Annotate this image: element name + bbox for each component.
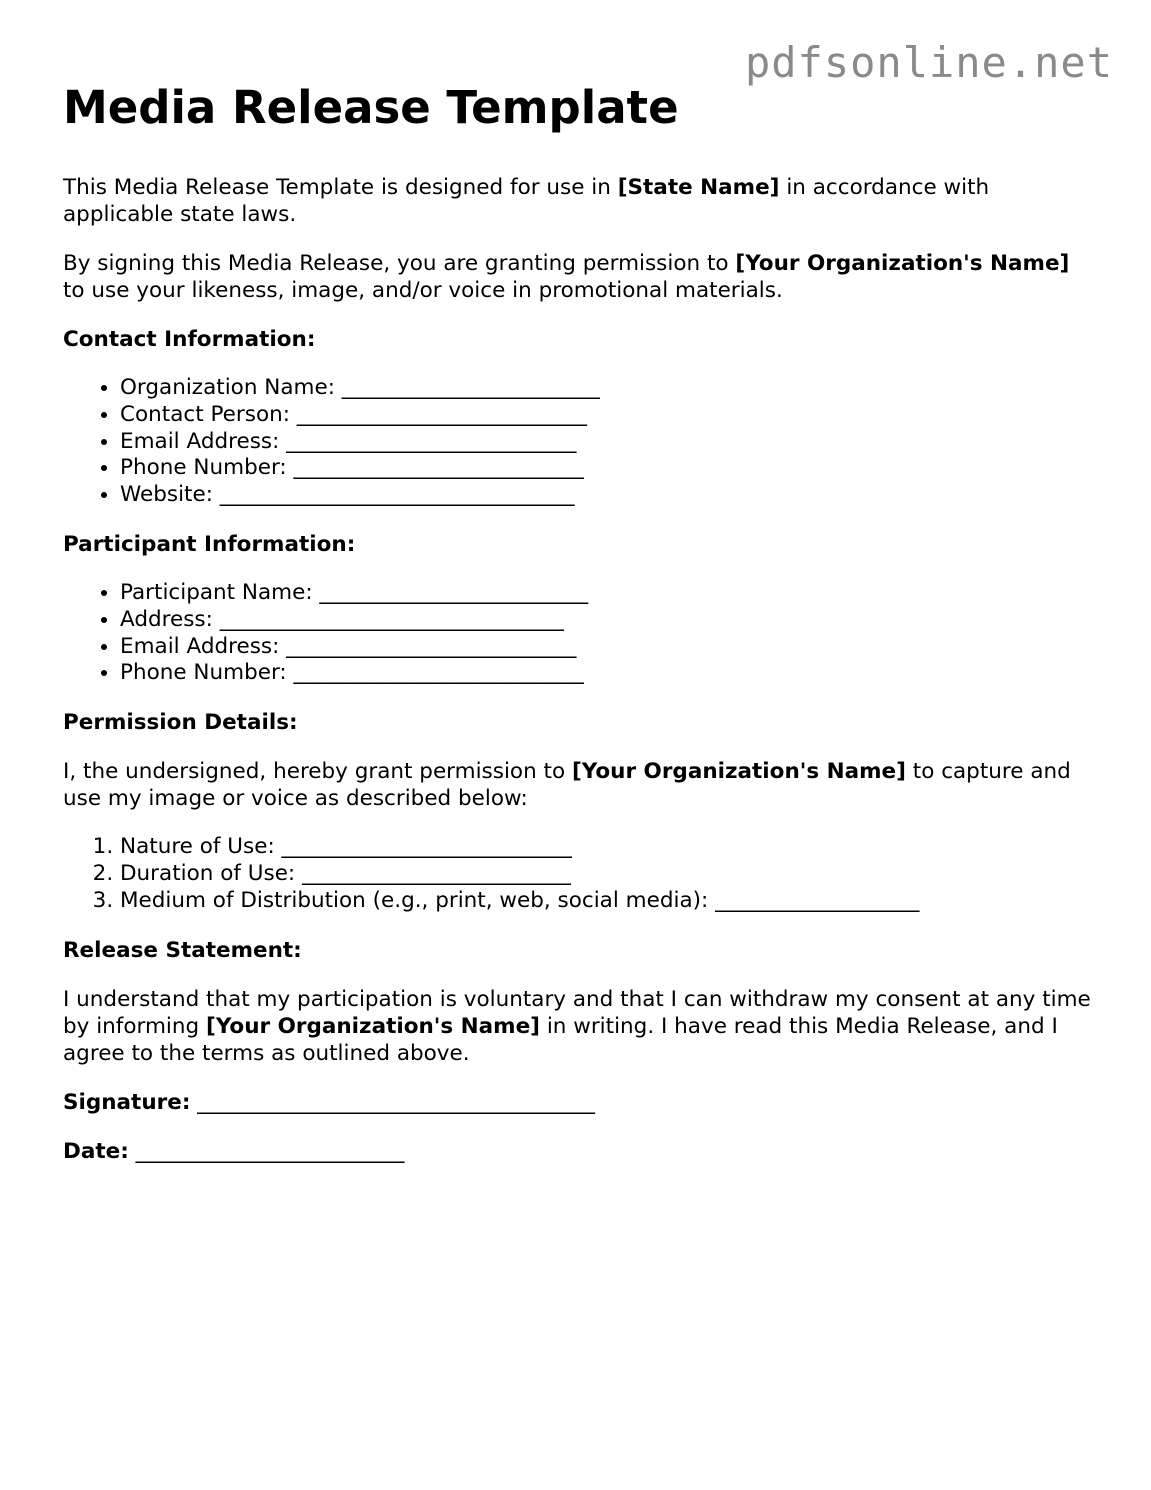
intro-text: By signing this Media Release, you are granting permission to <box>63 251 736 276</box>
intro-text: This Media Release Template is designed for use in <box>63 175 618 200</box>
signature-label: Signature: <box>63 1089 191 1115</box>
participant-list <box>63 580 1093 687</box>
participant-name-field[interactable]: • Participant Name: _________________________ <box>120 580 1093 607</box>
permission-heading: Permission Details: <box>63 710 298 736</box>
permission-paragraph <box>63 758 1093 812</box>
release-text: I understand that my participation is voluntary and that I can withdraw my consent at any time by informing <box>63 986 1091 1039</box>
duration-of-use-field[interactable]: 2. Duration of Use: _________________________ <box>120 861 1093 888</box>
date-field[interactable] <box>63 1138 1093 1165</box>
medium-of-distribution-field[interactable]: 3. Medium of Distribution (e.g., print, web, social media): ___________________ <box>120 888 1093 915</box>
state-name-placeholder: [State Name] <box>617 175 780 200</box>
permission-text: to capture and use my image or voice as described below: <box>63 759 1071 812</box>
watermark: pdfsonline.net <box>744 38 1113 87</box>
contact-email-field[interactable]: • Email Address: ___________________________ <box>120 429 1093 456</box>
participant-phone-field[interactable]: • Phone Number: ___________________________ <box>120 660 1093 687</box>
organization-name-placeholder: [Your Organization's Name] <box>735 251 1070 276</box>
document-page <box>63 78 1093 1187</box>
document-title: Media Release Template <box>63 81 679 134</box>
release-text: in writing. I have read this Media Release, and I agree to the terms as outlined above. <box>63 1013 1058 1066</box>
participant-email-field[interactable]: • Email Address: ___________________________ <box>120 634 1093 661</box>
permission-list <box>63 834 1093 914</box>
contact-list <box>63 375 1093 509</box>
signature-blank[interactable]: _____________________________________ <box>190 1089 596 1115</box>
date-blank[interactable]: _________________________ <box>128 1138 405 1164</box>
contact-heading: Contact Information: <box>63 327 316 352</box>
nature-of-use-field[interactable]: 1. Nature of Use: ___________________________ <box>120 834 1093 861</box>
participant-address-field[interactable]: • Address: ________________________________ <box>120 607 1093 634</box>
intro-text: in accordance with applicable state laws. <box>63 175 990 227</box>
contact-organization-name-field[interactable]: • Organization Name: ________________________ <box>120 375 1093 402</box>
signature-field[interactable] <box>63 1089 1093 1116</box>
contact-website-field[interactable]: • Website: _________________________________ <box>120 482 1093 509</box>
release-paragraph <box>63 986 1093 1067</box>
organization-name-placeholder: [Your Organization's Name] <box>206 1013 540 1039</box>
intro-text: to use your likeness, image, and/or voice in promotional materials. <box>63 278 783 303</box>
organization-name-placeholder: [Your Organization's Name] <box>571 759 906 785</box>
date-label: Date: <box>63 1138 129 1164</box>
intro-paragraph-1 <box>63 174 1093 228</box>
permission-text: I, the undersigned, hereby grant permission to <box>63 759 572 785</box>
contact-phone-field[interactable]: • Phone Number: ___________________________ <box>120 455 1093 482</box>
participant-heading: Participant Information: <box>63 531 356 557</box>
contact-person-field[interactable]: • Contact Person: ___________________________ <box>120 402 1093 429</box>
release-heading: Release Statement: <box>63 937 302 963</box>
intro-paragraph-2 <box>63 250 1093 304</box>
